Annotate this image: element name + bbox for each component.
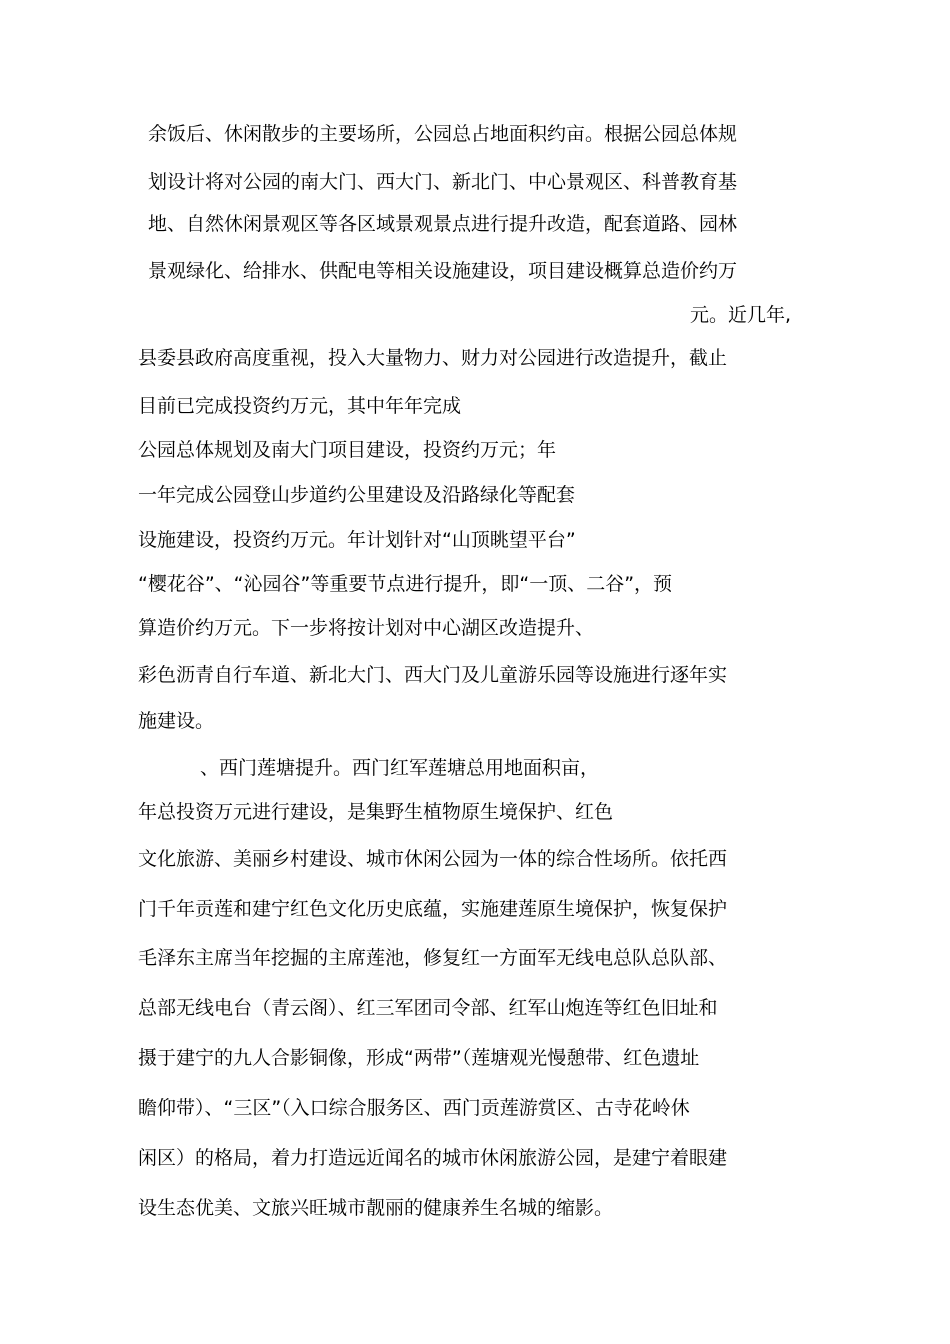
text-line: 毛泽东主席当年挖掘的主席莲池，修复红一方面军无线电总队总队部、: [138, 947, 728, 969]
text-line: 年总投资万元进行建设，是集野生植物原生境保护、红色: [138, 801, 614, 823]
text-line: 彩色沥青自行车道、新北大门、西大门及儿童游乐园等设施进行逐年实: [138, 664, 728, 686]
text-line: 设施建设，投资约万元。年计划针对“山顶眺望平台”: [138, 529, 576, 551]
text-line: 划设计将对公园的南大门、西大门、新北门、中心景观区、科普教育基: [148, 171, 738, 193]
text-line: 一年完成公园登山步道约公里建设及沿路绿化等配套: [138, 484, 576, 506]
text-line: 余饭后、休闲散步的主要场所，公园总占地面积约亩。根据公园总体规: [148, 123, 738, 145]
text-line: 县委县政府高度重视，投入大量物力、财力对公园进行改造提升，截止: [138, 347, 728, 369]
text-line: 施建设。: [138, 710, 215, 732]
text-line: 公园总体规划及南大门项目建设，投资约万元；年: [138, 439, 557, 461]
text-line: “樱花谷”、“沁园谷”等重要节点进行提升，即“一顶、二谷”，预: [138, 573, 673, 595]
text-line: 摄于建宁的九人合影铜像，形成“两带”（莲塘观光慢憩带、红色遗址: [138, 1047, 700, 1069]
text-line: 景观绿化、给排水、供配电等相关设施建设，项目建设概算总造价约万: [148, 260, 738, 282]
text-line: 闲区）的格局，着力打造远近闻名的城市休闲旅游公园，是建宁着眼建: [138, 1147, 728, 1169]
text-line: 门千年贡莲和建宁红色文化历史底蕴，实施建莲原生境保护，恢复保护: [138, 898, 728, 920]
text-line: 目前已完成投资约万元，其中年年完成: [138, 395, 462, 417]
text-line: 文化旅游、美丽乡村建设、城市休闲公园为一体的综合性场所。依托西: [138, 848, 728, 870]
text-line: 设生态优美、文旅兴旺城市靓丽的健康养生名城的缩影。: [138, 1197, 614, 1219]
text-line: 元。近几年,: [690, 304, 792, 326]
text-line: 地、自然休闲景观区等各区域景观景点进行提升改造，配套道路、园林: [148, 213, 738, 235]
text-line: 瞻仰带）、“三区”（入口综合服务区、西门贡莲游赏区、古寺花岭休: [138, 1097, 690, 1119]
text-line: 、西门莲塘提升。西门红军莲塘总用地面积亩，: [200, 757, 600, 779]
text-line: 算造价约万元。下一步将按计划对中心湖区改造提升、: [138, 617, 595, 639]
text-line: 总部无线电台（青云阁）、红三军团司令部、红军山炮连等红色旧址和: [138, 997, 718, 1019]
